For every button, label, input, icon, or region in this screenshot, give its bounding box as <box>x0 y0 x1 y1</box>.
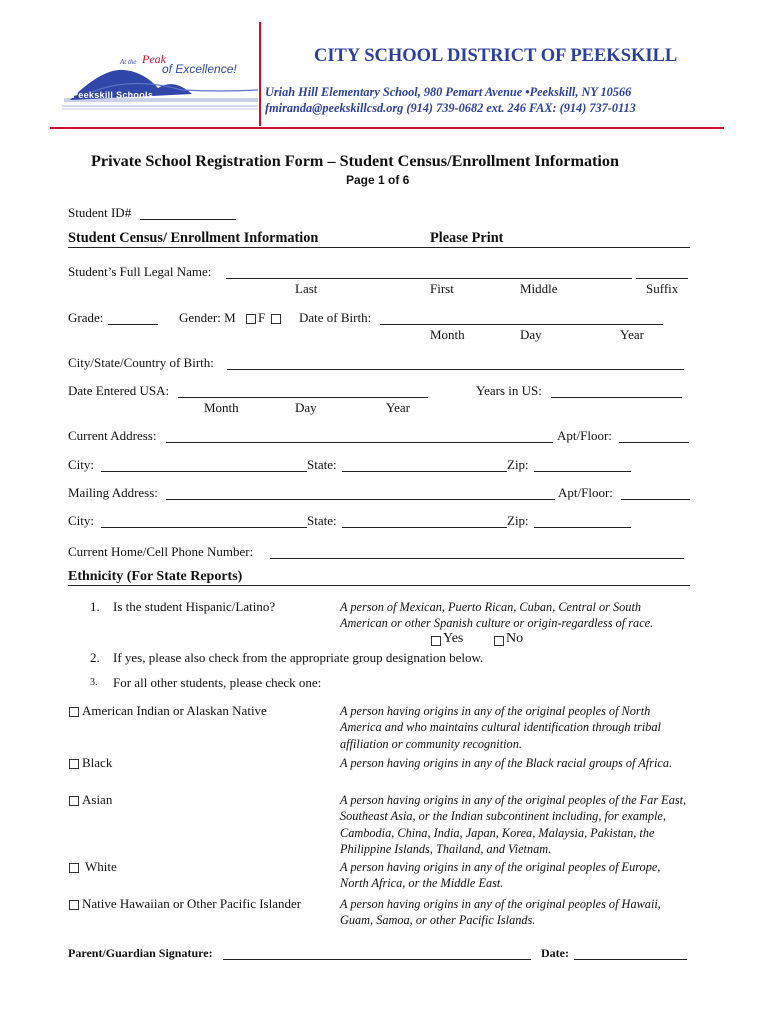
hispanic-yes-label: Yes <box>443 631 464 646</box>
pacific-islander-checkbox[interactable] <box>69 900 79 910</box>
birthplace-field[interactable] <box>227 369 684 370</box>
header-red-horizontal-rule <box>50 127 724 129</box>
birthplace-label: City/State/Country of Birth: <box>68 355 214 370</box>
q2-number: 2. <box>90 650 100 665</box>
student-id-field[interactable] <box>140 219 236 220</box>
current-address-label: Current Address: <box>68 428 157 443</box>
mailing-zip-label: Zip: <box>507 513 529 528</box>
page-indicator: Page 1 of 6 <box>346 173 410 187</box>
american-indian-description: A person having origins in any of the original peoples of North America and who maintains cultural identification through tribal affiliation or community recognition. <box>340 704 661 751</box>
full-name-field[interactable] <box>226 278 632 279</box>
logo-tag-small: At the <box>120 58 137 66</box>
q1-text: Is the student Hispanic/Latino? <box>113 599 276 614</box>
state-field[interactable] <box>342 471 507 472</box>
current-apt-field[interactable] <box>619 442 689 443</box>
district-logo <box>62 30 262 114</box>
white-checkbox[interactable] <box>69 863 79 873</box>
zip-field[interactable] <box>534 471 631 472</box>
years-in-us-label: Years in US: <box>476 383 542 398</box>
date-entered-year: Year <box>386 400 410 415</box>
city-label: City: <box>68 457 95 472</box>
black-description: A person having origins in any of the Black racial groups of Africa. <box>340 756 673 770</box>
form-title: Private School Registration Form – Student Census/Enrollment Information <box>91 152 620 170</box>
mailing-city-field[interactable] <box>101 527 307 528</box>
mailing-state-field[interactable] <box>342 527 507 528</box>
black-checkbox[interactable] <box>69 759 79 769</box>
mailing-address-label: Mailing Address: <box>68 485 158 500</box>
date-entered-label: Date Entered USA: <box>68 383 170 398</box>
name-part-suffix: Suffix <box>646 281 679 296</box>
q3-text: For all other students, please check one: <box>113 675 322 690</box>
grade-field[interactable] <box>108 324 158 325</box>
asian-label: Asian <box>82 792 113 807</box>
american-indian-label: American Indian or Alaskan Native <box>82 703 267 718</box>
date-entered-day: Day <box>295 400 317 415</box>
gender-m-checkbox[interactable] <box>246 314 256 324</box>
american-indian-checkbox[interactable] <box>69 707 79 717</box>
mailing-state-label: State: <box>307 513 337 528</box>
dob-field[interactable] <box>380 324 663 325</box>
city-field[interactable] <box>101 471 307 472</box>
mailing-apt-label: Apt/Floor: <box>558 485 613 500</box>
dob-part-year: Year <box>620 327 644 342</box>
section-census-heading: Student Census/ Enrollment Information <box>68 230 319 246</box>
state-label: State: <box>307 457 337 472</box>
date-entered-field[interactable] <box>178 397 428 398</box>
mailing-city-label: City: <box>68 513 95 528</box>
signature-label: Parent/Guardian Signature: <box>68 946 213 960</box>
signature-field[interactable] <box>223 959 531 960</box>
school-contact: fmiranda@peekskillcsd.org (914) 739-0682 ext. 246 FAX: (914) 737-0113 <box>265 101 636 115</box>
section-please-print: Please Print <box>430 230 504 246</box>
mailing-apt-field[interactable] <box>621 499 690 500</box>
dob-label: Date of Birth: <box>299 310 372 325</box>
dob-part-day: Day <box>520 327 542 342</box>
hispanic-yes-checkbox[interactable] <box>431 636 441 646</box>
black-label: Black <box>82 755 113 770</box>
ethnicity-heading: Ethnicity (For State Reports) <box>68 569 243 584</box>
name-part-last: Last <box>295 281 318 296</box>
suffix-field[interactable] <box>636 278 688 279</box>
student-id-label: Student ID# <box>68 205 132 220</box>
gender-f-label: F <box>258 310 266 325</box>
logo-banner: Peekskill Schools <box>72 90 154 100</box>
full-name-label: Student’s Full Legal Name: <box>68 264 212 279</box>
pacific-islander-label: Native Hawaiian or Other Pacific Islander <box>82 896 302 911</box>
current-apt-label: Apt/Floor: <box>557 428 612 443</box>
section-census-rule <box>68 247 690 248</box>
gender-label: Gender: M <box>179 310 236 325</box>
dob-part-month: Month <box>430 327 465 342</box>
grade-label: Grade: <box>68 310 104 325</box>
name-part-middle: Middle <box>520 281 558 296</box>
date-label: Date: <box>541 946 569 960</box>
district-title: CITY SCHOOL DISTRICT OF PEEKSKILL <box>314 46 678 66</box>
date-field[interactable] <box>574 959 687 960</box>
header-red-vertical-rule <box>259 22 261 126</box>
q1-number: 1. <box>90 599 100 614</box>
gender-f-checkbox[interactable] <box>271 314 281 324</box>
asian-checkbox[interactable] <box>69 796 79 806</box>
school-address: Uriah Hill Elementary School, 980 Pemart Avenue •Peekskill, NY 10566 <box>265 85 632 99</box>
q3-number: 3. <box>90 677 98 688</box>
logo-tag-excellence: of Excellence! <box>162 62 237 76</box>
white-label: White <box>85 859 117 874</box>
asian-description: A person having origins in any of the original peoples of the Far East, Southeast Asia, or the Indian subcontinent including, for example, Cambodia, China, India, Japan, Korea, Malaysia, Pakistan, the Philippine Islands, Thailand, and Vietnam. <box>340 793 687 856</box>
hispanic-no-label: No <box>506 631 524 646</box>
logo-tag-peak: Peak <box>142 52 166 66</box>
pacific-islander-description: A person having origins in any of the original peoples of Hawaii, Guam, Samoa, or other Pacific Islands. <box>340 897 661 928</box>
phone-field[interactable] <box>270 558 684 559</box>
phone-label: Current Home/Cell Phone Number: <box>68 544 254 559</box>
years-in-us-field[interactable] <box>551 397 682 398</box>
q2-text: If yes, please also check from the appropriate group designation below. <box>113 650 484 665</box>
mailing-address-field[interactable] <box>166 499 555 500</box>
q1-description: A person of Mexican, Puerto Rican, Cuban, Central or South American or other Spanish culture or origin-regardless of race. <box>340 600 654 631</box>
current-address-field[interactable] <box>166 442 553 443</box>
ethnicity-rule <box>68 585 690 586</box>
zip-label: Zip: <box>507 457 529 472</box>
mailing-zip-field[interactable] <box>534 527 631 528</box>
name-part-first: First <box>430 281 454 296</box>
white-description: A person having origins in any of the original peoples of Europe, North Africa, or the Middle East. <box>340 860 661 891</box>
hispanic-no-checkbox[interactable] <box>494 636 504 646</box>
date-entered-month: Month <box>204 400 239 415</box>
